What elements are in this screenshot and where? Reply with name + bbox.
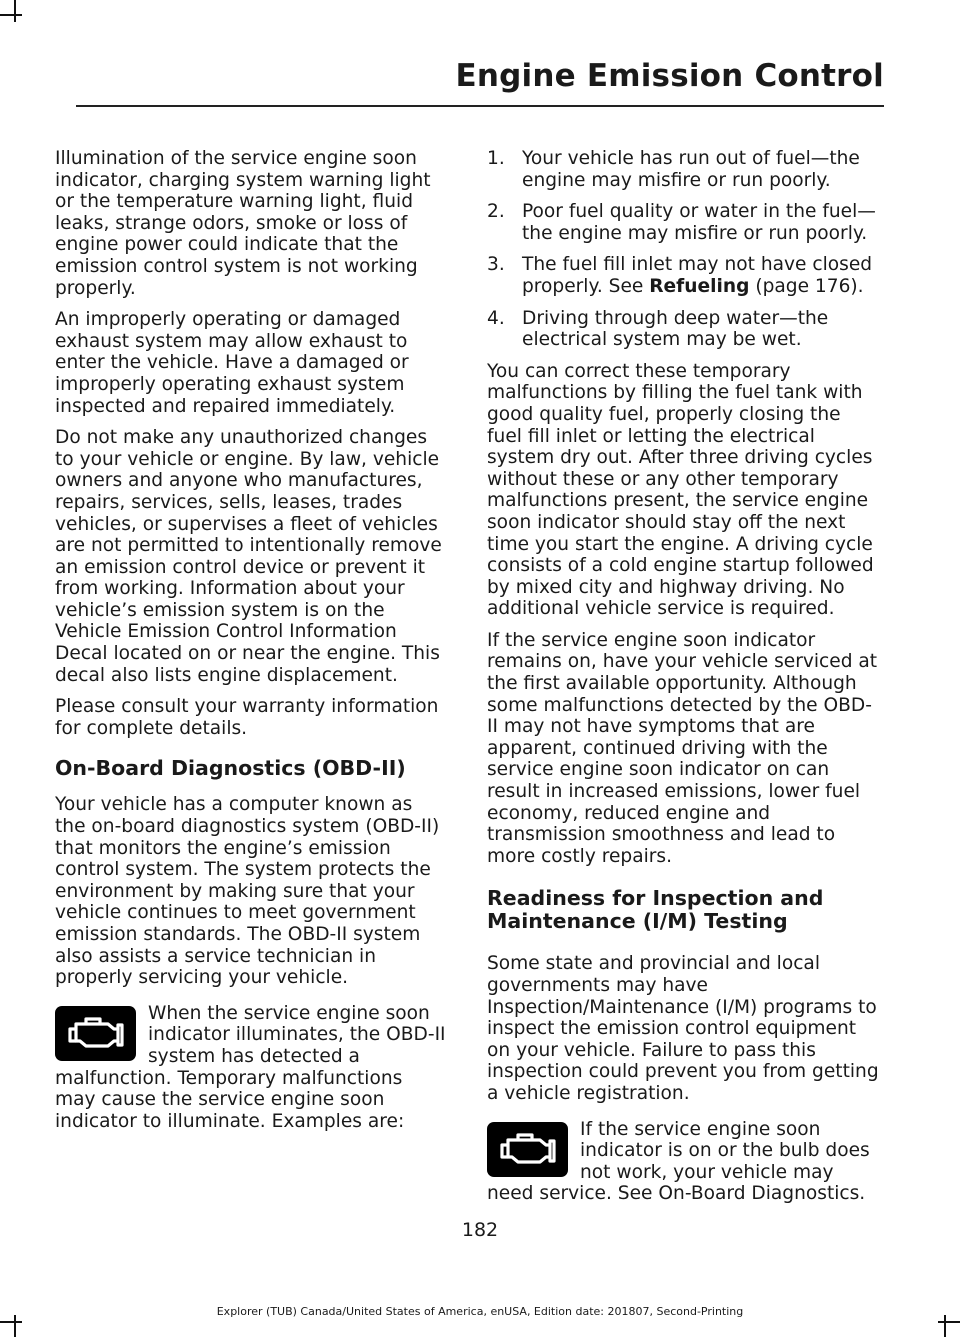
left-column [55, 148, 448, 1142]
list-text: Poor fuel quality or water in the fuel—the engine may misfire or run poorly. [522, 201, 876, 244]
crop-mark [0, 14, 22, 16]
paragraph-with-icon [55, 1003, 448, 1133]
examples-list [487, 148, 879, 351]
list-text: Your vehicle has run out of fuel—the engine may misfire or run poorly. [522, 148, 860, 191]
paragraph-text: When the service engine soon indicator illuminates, the OBD-II system has detected a malfunction. Temporary malfunctions may cause the service engine soon indicator to illuminate. Examples are: [55, 1002, 446, 1132]
crop-mark [14, 0, 16, 22]
list-number: 1. [487, 148, 505, 169]
paragraph: Some state and provincial and local governments may have Inspection/Maintenance (I/M) programs to inspect the emission control equipment on your vehicle. Failure to pass this inspection could prevent you from getting a vehicle registration. [487, 953, 879, 1104]
list-text: The fuel fill inlet may not have closed properly. See [522, 254, 873, 297]
section-heading: On-Board Diagnostics (OBD-II) [55, 756, 406, 781]
section-heading: Readiness for Inspection and Maintenance (I/M) Testing [487, 886, 824, 934]
list-item [487, 308, 879, 351]
right-column [487, 148, 879, 1215]
page-reference: (page 176). [749, 275, 864, 297]
paragraph: An improperly operating or damaged exhaust system may allow exhaust to enter the vehicle. Have a damaged or improperly operating exhaust system inspected and repaired immediately. [55, 309, 409, 417]
paragraph-text: If the service engine soon indicator is on or the bulb does not work, your vehicle may need service. See On-Board Diagnostics. [487, 1118, 870, 1205]
paragraph: Your vehicle has a computer known as the on-board diagnostics system (OBD-II) that monitors the engine’s emission control system. The system protects the environment by making sure that your vehicle continues to meet government emission standards. The OBD-II system also assists a service technician in properly servicing your vehicle. [55, 794, 440, 989]
list-item [487, 254, 879, 297]
header-divider [76, 105, 884, 107]
paragraph: Please consult your warranty information for complete details. [55, 696, 439, 739]
crop-mark [0, 1321, 22, 1323]
page-title: Engine Emission Control [455, 58, 884, 94]
check-engine-icon [487, 1122, 568, 1177]
list-text: Driving through deep water—the electrical system may be wet. [522, 307, 829, 351]
paragraph-with-icon [487, 1119, 879, 1205]
list-number: 3. [487, 254, 505, 276]
list-item [487, 148, 879, 191]
paragraph: If the service engine soon indicator remains on, have your vehicle serviced at the first available opportunity. Although some malfunctions detected by the OBD-II may not have symptoms that are apparent, continued driving with the service engine soon indicator on can result in increased emissions, lower fuel economy, reduced engine and transmission smoothness and lead to more costly repairs. [487, 629, 878, 867]
list-number: 2. [487, 201, 505, 223]
refueling-link[interactable]: Refueling [649, 275, 750, 297]
crop-mark [944, 1315, 946, 1337]
paragraph: Illumination of the service engine soon indicator, charging system warning light or the temperature warning light, fluid leaks, strange odors, smoke or loss of engine power could indicate that the emission control system is not working properly. [55, 148, 431, 299]
paragraph: You can correct these temporary malfunctions by filling the fuel tank with good quality fuel, properly closing the fuel fill inlet or letting the electrical system dry out. After three driving cycles without these or any other temporary malfunctions present, the service engine soon indicator should stay off the next time you start the engine. A driving cycle consists of a cold engine startup followed by mixed city and highway driving. No additional vehicle service is required. [487, 360, 874, 620]
crop-mark [14, 1315, 16, 1337]
footer-edition: Explorer (TUB) Canada/United States of America, enUSA, Edition date: 201807, Second-Printing [216, 1305, 744, 1318]
page-number: 182 [461, 1219, 499, 1241]
check-engine-icon [55, 1006, 136, 1061]
list-item [487, 201, 879, 244]
crop-mark [938, 1321, 960, 1323]
list-number: 4. [487, 307, 505, 329]
paragraph: Do not make any unauthorized changes to your vehicle or engine. By law, vehicle owners and anyone who manufactures, repairs, services, sells, leases, trades vehicles, or supervises a fleet of vehicles are not permitted to intentionally remove an emission control device or prevent it from working. Information about your vehicle’s emission system is on the Vehicle Emission Control Information Decal located on or near the engine. This decal also lists engine displacement. [55, 427, 442, 686]
